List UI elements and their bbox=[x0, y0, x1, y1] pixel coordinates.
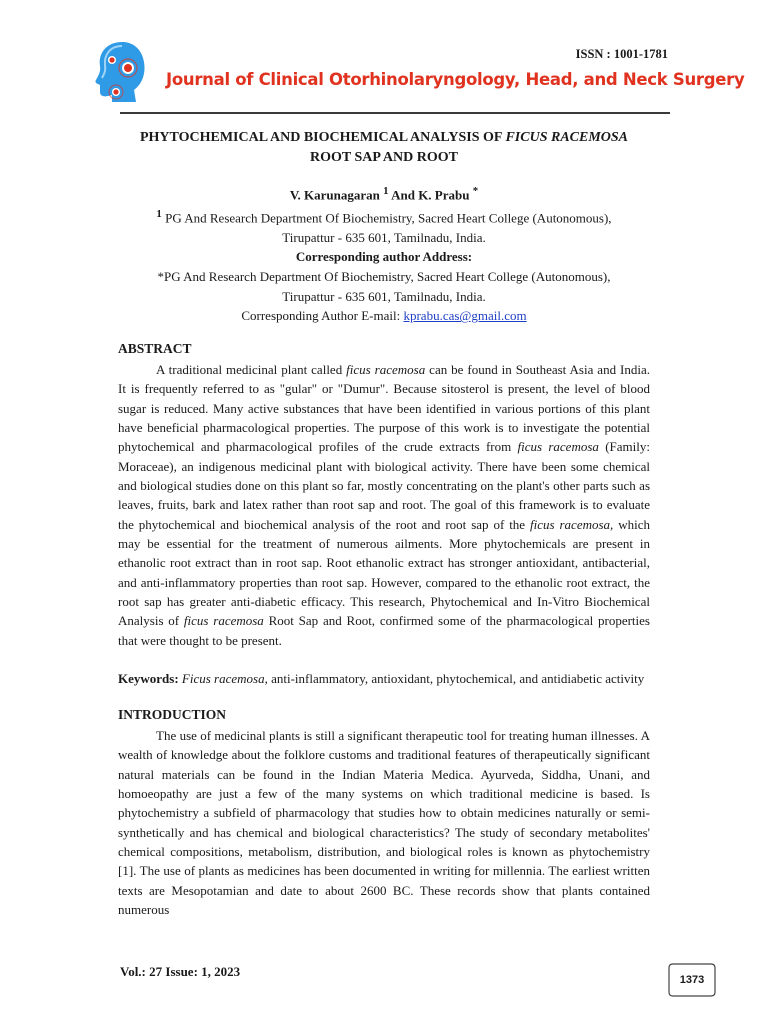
head-profile-logo-icon bbox=[92, 40, 150, 104]
author-1-affil-mark: 1 bbox=[383, 185, 389, 197]
title-line-2: ROOT SAP AND ROOT bbox=[310, 150, 458, 165]
header-divider bbox=[120, 112, 670, 114]
abstract-species-1: ficus racemosa bbox=[346, 362, 426, 377]
page-number-box bbox=[667, 962, 717, 998]
keywords-list: anti-inflammatory, antioxidant, phytochemical, and antidiabetic activity bbox=[267, 671, 645, 686]
corresponding-email bbox=[100, 306, 668, 326]
volume-issue: Vol.: 27 Issue: 1, 2023 bbox=[120, 964, 241, 979]
abstract-species-3: ficus racemosa, bbox=[530, 516, 614, 532]
abstract-text-1: A traditional medicinal plant called bbox=[156, 362, 347, 377]
abstract-text-5: Root Sap and Root, confirmed some of the pharmacological properties that were thought to be present. bbox=[118, 613, 650, 648]
affiliation-mark: 1 bbox=[156, 207, 162, 220]
article-title bbox=[100, 128, 668, 168]
abstract-species-2: ficus racemosa bbox=[517, 439, 599, 455]
issn-label: ISSN : 1001-1781 bbox=[575, 47, 668, 61]
keywords bbox=[118, 669, 650, 688]
affiliation-1-line-1: PG And Research Department Of Biochemistry, Sacred Heart College (Autonomous), bbox=[161, 210, 612, 226]
abstract-paragraph bbox=[118, 360, 650, 650]
keywords-species: Ficus racemosa, bbox=[181, 671, 268, 686]
author-2-affil-mark: * bbox=[472, 185, 479, 197]
keywords-label: Keywords: bbox=[118, 671, 182, 686]
journal-name: Journal of Clinical Otorhinolaryngology, Head, and Neck Surgery bbox=[166, 70, 745, 89]
email-label: Corresponding Author E-mail: bbox=[241, 308, 404, 324]
corresponding-heading: Corresponding author Address: bbox=[295, 249, 473, 265]
abstract-species-4: ficus racemosa bbox=[183, 613, 264, 629]
introduction-paragraph bbox=[118, 726, 650, 919]
title-species: FICUS RACEMOSA bbox=[505, 130, 629, 145]
author-separator: And K. Prabu bbox=[388, 187, 473, 203]
introduction-heading: INTRODUCTION bbox=[118, 707, 227, 722]
author-1: V. Karunagaran bbox=[289, 187, 384, 203]
introduction-text: The use of medicinal plants is still a significant therapeutic tool for treating human illnesses. A wealth of knowledge about the folklore customs and traditional features of therapeutically significant natural materials can be found in the Indian Materia Medica. Ayurveda, Siddha, Unani, and homoeopathy are just a few of the many systems on which traditional medicine is based. Is phytochemistry a subfield of pharmacology that studies how to obtain medicines naturally or semi-synthetically and has chemical and biological characteristics? The study of secondary metabolites' chemical compositions, metabolism, distribution, and biological roles is known as phytochemistry [1]. The use of plants as medicines has been documented in writing for millennia. The earliest written texts are Mesopotamian and date to about 2600 BC. These records show that plants contained numerous bbox=[118, 728, 650, 918]
abstract-heading: ABSTRACT bbox=[118, 341, 192, 356]
page-number: 1373 bbox=[679, 974, 705, 986]
corresponding-line-2: Tirupattur - 635 601, Tamilnadu, India. bbox=[282, 288, 486, 304]
abstract-text-2: can be found in Southeast Asia and India. It is frequently referred to as "gular" or "Dumur". Because sitosterol is present, the level of blood sugar is reduced. Many active substances that have been identified in various portions of this plant have beneficial pharmacological properties. The purpose of this work is to investigate the potential phytochemical and pharmacological profiles of the crude extracts from bbox=[118, 362, 650, 455]
affiliation-1 bbox=[100, 205, 668, 228]
title-text: PHYTOCHEMICAL AND BIOCHEMICAL ANALYSIS OF bbox=[139, 130, 506, 145]
email-link[interactable]: kprabu.cas@gmail.com bbox=[403, 308, 527, 324]
affiliation-1-line-2: Tirupattur - 635 601, Tamilnadu, India. bbox=[282, 229, 486, 245]
author-block bbox=[100, 182, 668, 326]
authors bbox=[100, 182, 668, 205]
corresponding-line-1: *PG And Research Department Of Biochemistry, Sacred Heart College (Autonomous), bbox=[157, 269, 611, 285]
abstract-text-3: (Family: Moraceae), an indigenous medicinal plant with biological activity. There have been some chemical and biological studies done on this plant so far, mostly concentrating on the plant's other parts such as leaves, fruits, bark and latex rather than root sap and root. The goal of this framework is to evaluate the phytochemical and biochemical analysis of the root and root sap of the bbox=[118, 439, 650, 532]
abstract-text-4: which may be essential for the treatment of numerous ailments. More phytochemicals are present in ethanolic root extract than in root sap. Root ethanolic extract has stronger antioxidant, antibacterial, and anti-inflammatory properties than root sap. However, compared to the ethanolic root extract, the root sap has greater anti-diabetic efficacy. This research, Phytochemical and In-Vitro Biochemical Analysis of bbox=[118, 516, 650, 629]
